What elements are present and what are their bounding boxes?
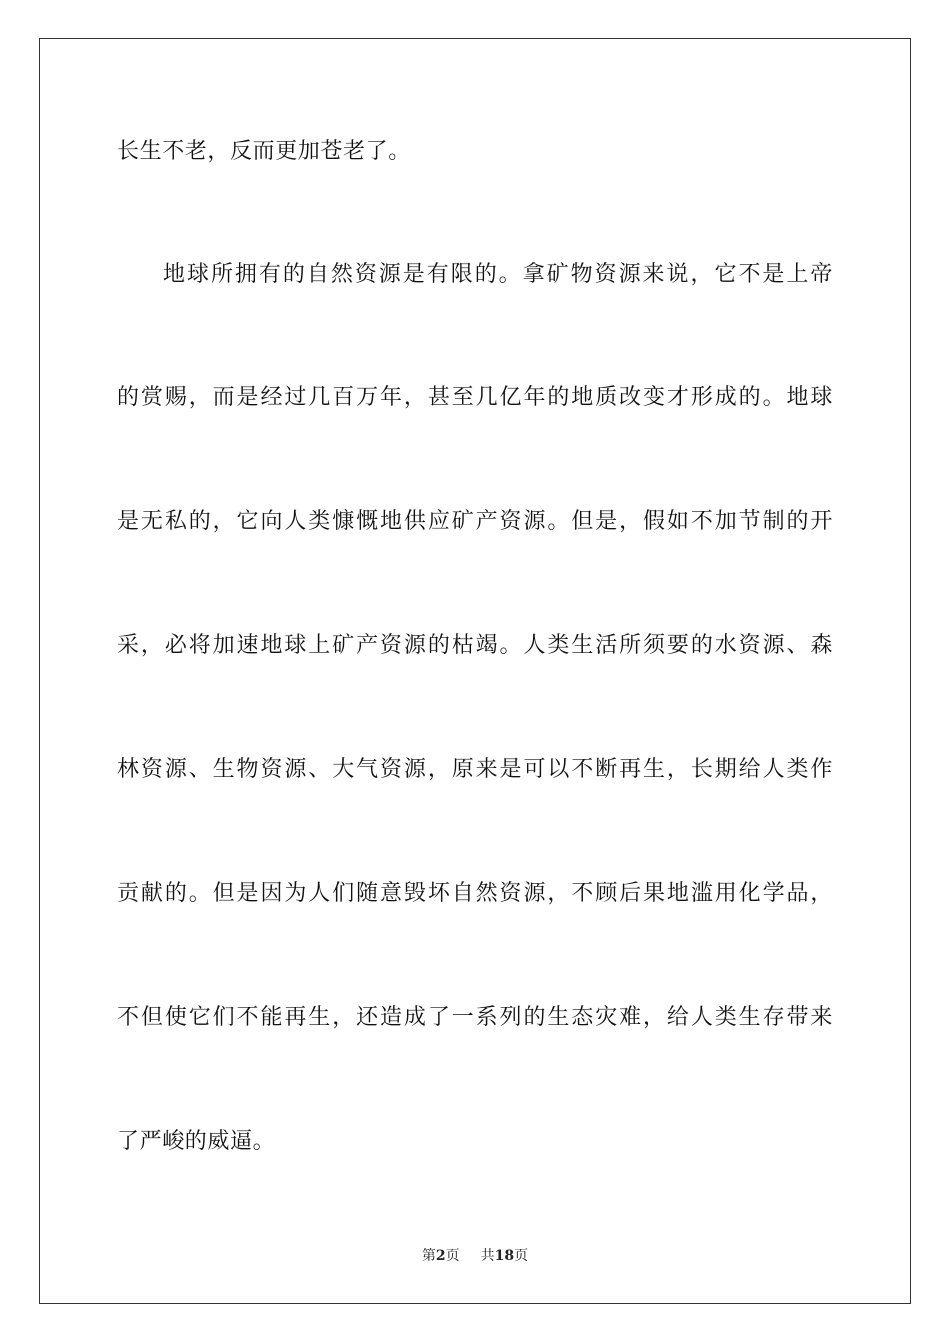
page-prefix: 第 [421,1248,436,1264]
text-line-6: 林资源、生物资源、大气资源，原来是可以不断再生，长期给人类作 [117,757,833,782]
total-prefix: 共 [480,1248,495,1264]
text-line-9: 了严峻的威逼。 [117,1129,276,1154]
text-line-3: 的赏赐，而是经过几百万年，甚至几亿年的地质改变才形成的。地球 [117,385,833,410]
text-line-2-paragraph-start: 地球所拥有的自然资源是有限的。拿矿物资源来说，它不是上帝 [163,262,833,287]
text-line-1: 长生不老，反而更加苍老了。 [117,139,411,164]
text-line-7: 贡献的。但是因为人们随意毁坏自然资源，不顾后果地滥用化学品， [117,881,833,906]
total-pages: 18 [494,1248,515,1264]
page-border [39,38,911,1304]
page-number: 2 [435,1248,446,1264]
page-suffix: 页 [445,1248,460,1264]
total-suffix: 页 [514,1248,529,1264]
text-line-8: 不但使它们不能再生，还造成了一系列的生态灾难，给人类生存带来 [117,1005,833,1030]
text-line-5: 采，必将加速地球上矿产资源的枯竭。人类生活所须要的水资源、森 [117,633,833,658]
text-line-4: 是无私的，它向人类慷慨地供应矿产资源。但是，假如不加节制的开 [117,509,833,534]
page-footer [0,1246,950,1266]
